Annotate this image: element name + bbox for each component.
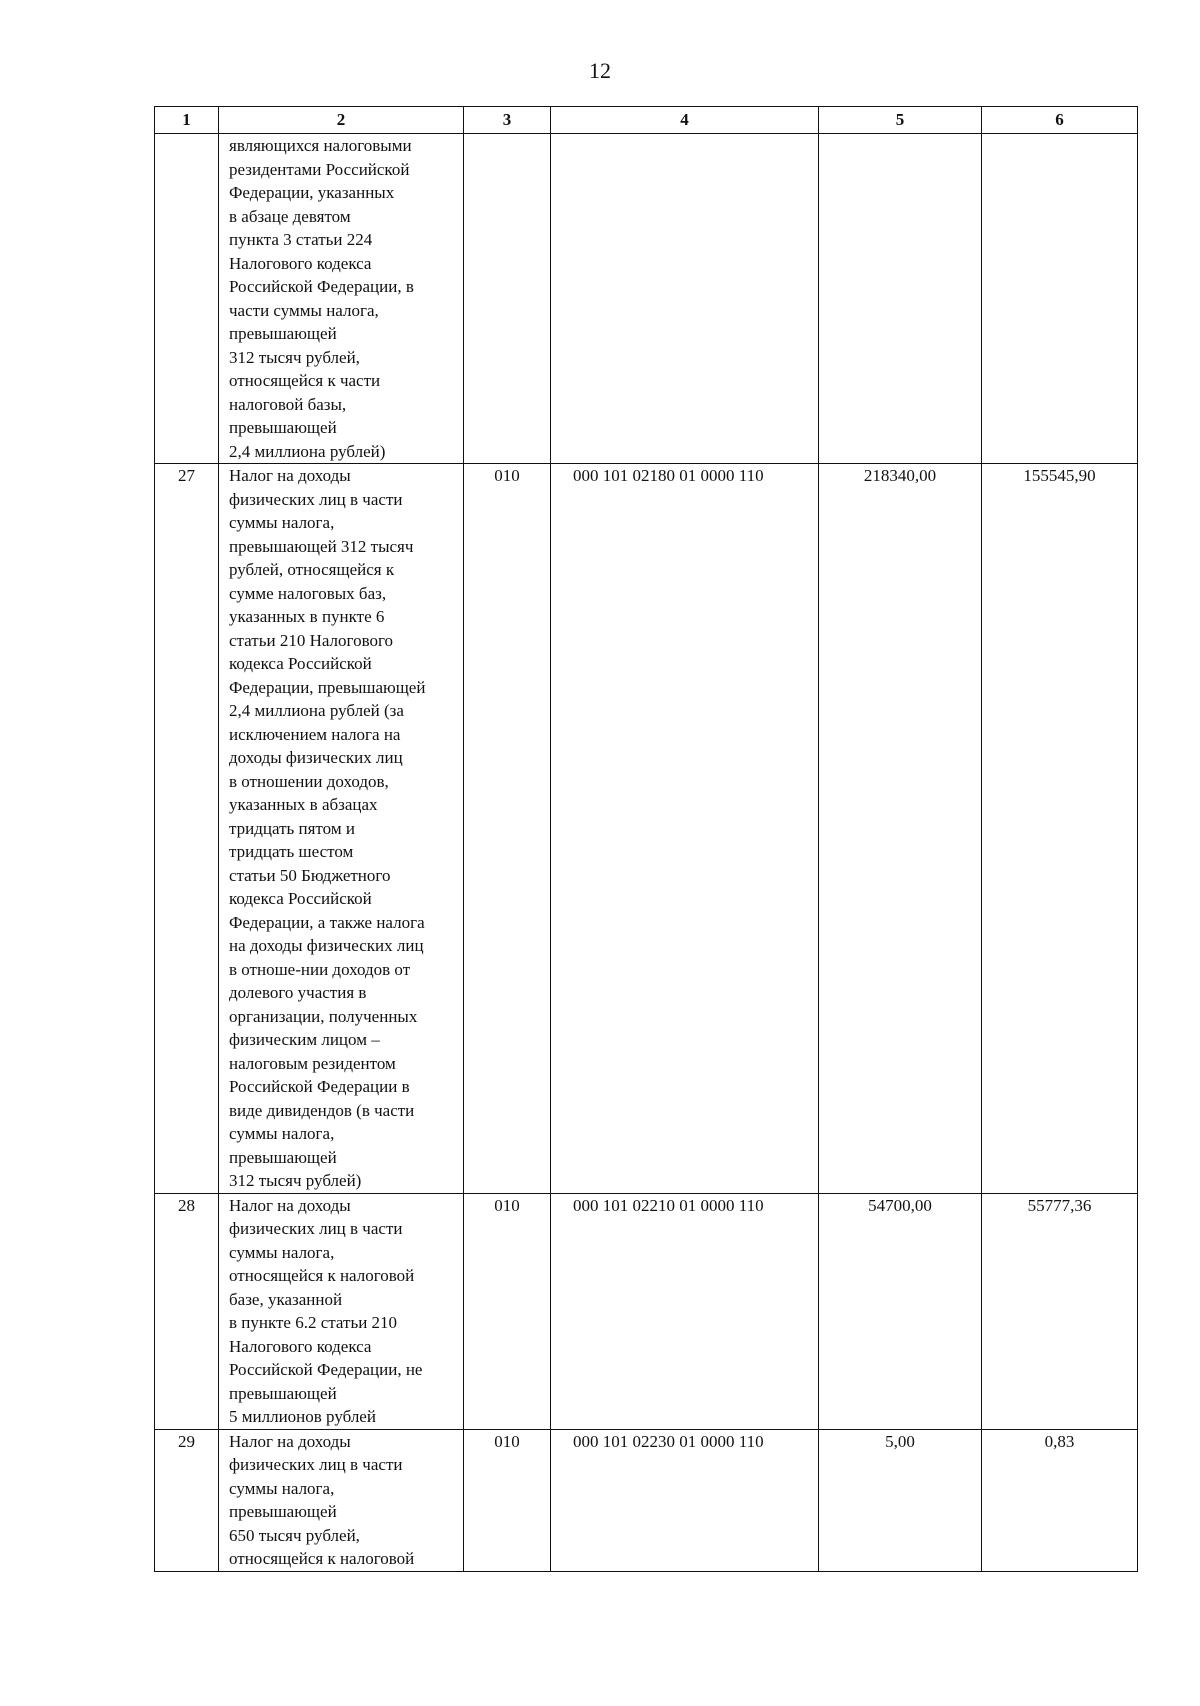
description-line: сумме налоговых баз, — [229, 583, 387, 603]
description-line: суммы налога, — [229, 1478, 335, 1498]
description-line: Налог на доходы — [229, 466, 351, 485]
description-line: пункта 3 статьи 224 — [229, 230, 373, 249]
row-number-cell: 27 — [155, 464, 219, 1194]
column-header: 4 — [551, 107, 819, 134]
row-number-cell: 28 — [155, 1193, 219, 1429]
column-header: 6 — [982, 107, 1138, 134]
description-line: виде дивидендов (в части — [229, 1100, 415, 1120]
description-line: 312 тысяч рублей, — [229, 347, 360, 367]
kbk-code-cell: 000 101 02180 01 0000 110 — [551, 464, 819, 1194]
plan-value-cell: 218340,00 — [819, 464, 982, 1194]
actual-value-cell — [982, 134, 1138, 464]
page-number: 12 — [589, 58, 611, 83]
table-header-row — [155, 107, 1138, 134]
plan-value-cell — [819, 134, 982, 464]
description-line: физических лиц в части — [229, 1455, 403, 1474]
description-cell — [219, 464, 464, 1194]
description-cell — [219, 1193, 464, 1429]
description-line: базе, указанной — [229, 1289, 343, 1309]
kbk-code-cell: 000 101 02210 01 0000 110 — [551, 1193, 819, 1429]
actual-value-cell: 0,83 — [982, 1429, 1138, 1571]
description-line: 5 миллионов рублей — [229, 1407, 376, 1426]
description-line: в отноше-нии доходов от — [229, 959, 411, 979]
description-cell — [219, 1429, 464, 1571]
description-line: тридцать шестом — [229, 842, 354, 861]
description-line: Федерации, превышающей — [229, 677, 426, 697]
description-line: исключением налога на — [229, 724, 401, 744]
description-line: превышающей — [229, 418, 337, 437]
admin-code-cell: 010 — [464, 1193, 551, 1429]
description-line: суммы налога, — [229, 1124, 335, 1143]
description-line: налоговым резидентом — [229, 1053, 396, 1073]
table-row-continuation — [155, 134, 1138, 464]
plan-value-cell: 54700,00 — [819, 1193, 982, 1429]
description-line: кодекса Российской — [229, 889, 372, 908]
row-number-cell — [155, 134, 219, 464]
description-line: Федерации, указанных — [229, 183, 395, 202]
actual-value-cell: 55777,36 — [982, 1193, 1138, 1429]
plan-value-cell: 5,00 — [819, 1429, 982, 1571]
description-line: в пункте 6.2 статьи 210 — [229, 1313, 398, 1332]
table-row — [155, 1193, 1138, 1429]
admin-code-cell: 010 — [464, 464, 551, 1194]
description-line: 2,4 миллиона рублей) — [229, 441, 386, 461]
description-line: превышающей — [229, 324, 337, 343]
description-line: в отношении доходов, — [229, 771, 389, 791]
description-line: являющихся налоговыми — [229, 136, 412, 155]
description-line: суммы налога, — [229, 513, 335, 532]
description-line: в абзаце девятом — [229, 206, 351, 226]
column-header: 1 — [155, 107, 219, 134]
description-line: части суммы налога, — [229, 300, 379, 320]
column-header: 2 — [219, 107, 464, 134]
description-line: превышающей 312 тысяч — [229, 536, 414, 556]
description-line: Федерации, а также налога — [229, 912, 425, 932]
description-line: статьи 50 Бюджетного — [229, 865, 391, 885]
description-line: Налог на доходы — [229, 1195, 351, 1215]
description-line: кодекса Российской — [229, 654, 372, 673]
description-line: на доходы физических лиц — [229, 936, 424, 955]
kbk-code-cell: 000 101 02230 01 0000 110 — [551, 1429, 819, 1571]
table-row — [155, 464, 1138, 1194]
description-line: долевого участия в — [229, 983, 367, 1002]
description-line: статьи 210 Налогового — [229, 630, 394, 650]
description-line: 2,4 миллиона рублей (за — [229, 701, 404, 720]
description-line: резидентами Российской — [229, 159, 410, 179]
description-line: относящейся к части — [229, 371, 381, 390]
description-line: Налогового кодекса — [229, 1336, 372, 1356]
description-line: рублей, относящейся к — [229, 560, 395, 579]
description-line: указанных в абзацах — [229, 795, 378, 814]
description-line: 312 тысяч рублей) — [229, 1171, 362, 1190]
column-header: 3 — [464, 107, 551, 134]
kbk-code-cell — [551, 134, 819, 464]
description-line: превышающей — [229, 1147, 337, 1167]
admin-code-cell — [464, 134, 551, 464]
description-line: Налог на доходы — [229, 1431, 351, 1451]
description-line: физических лиц в части — [229, 1219, 403, 1238]
description-line: физических лиц в части — [229, 489, 403, 509]
actual-value-cell: 155545,90 — [982, 464, 1138, 1194]
row-number-cell: 29 — [155, 1429, 219, 1571]
table-body — [155, 134, 1138, 1572]
description-line: указанных в пункте 6 — [229, 607, 385, 626]
description-line: относящейся к налоговой — [229, 1549, 415, 1568]
description-line: относящейся к налоговой — [229, 1266, 415, 1285]
column-header: 5 — [819, 107, 982, 134]
description-line: налоговой базы, — [229, 394, 347, 414]
description-line: Российской Федерации, в — [229, 277, 414, 296]
description-line: превышающей — [229, 1383, 337, 1403]
description-line: Российской Федерации в — [229, 1077, 410, 1096]
description-line: физическим лицом – — [229, 1030, 380, 1049]
description-line: 650 тысяч рублей, — [229, 1525, 360, 1545]
description-line: доходы физических лиц — [229, 748, 403, 767]
description-line: превышающей — [229, 1502, 337, 1521]
description-line: Российской Федерации, не — [229, 1360, 423, 1379]
admin-code-cell: 010 — [464, 1429, 551, 1571]
description-line: тридцать пятом и — [229, 818, 355, 838]
description-cell — [219, 134, 464, 464]
table-row — [155, 1429, 1138, 1571]
description-line: Налогового кодекса — [229, 253, 372, 273]
description-line: суммы налога, — [229, 1242, 335, 1262]
description-line: организации, полученных — [229, 1006, 418, 1026]
revenue-table — [154, 106, 1138, 1572]
